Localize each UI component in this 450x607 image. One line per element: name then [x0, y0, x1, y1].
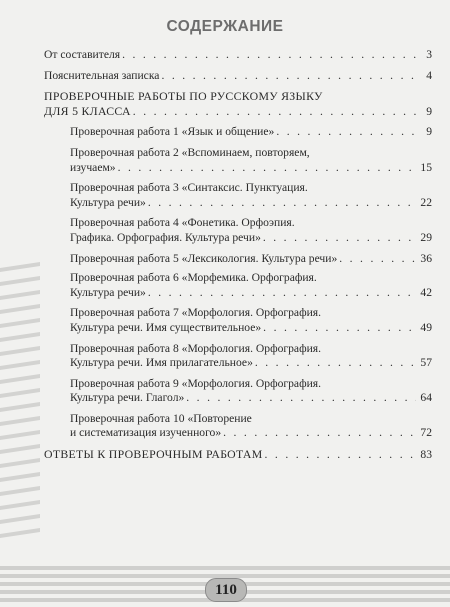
toc-entry-text: Культура речи. Глагол»: [70, 391, 185, 405]
dot-leader: [339, 252, 416, 267]
toc-page-number: 57: [420, 356, 432, 370]
toc-entry-text: Проверочная работа 10 «Повторение: [70, 411, 252, 425]
toc-page-number: 29: [420, 230, 432, 244]
toc-page-number: 36: [420, 251, 432, 265]
toc-entry-text: Проверочная работа 8 «Морфология. Орфография.: [70, 341, 322, 355]
toc-entry: [44, 181, 432, 210]
toc-page-number: 83: [420, 448, 432, 462]
toc-entry: [44, 271, 432, 300]
toc-entry: [44, 216, 432, 245]
dot-leader: [161, 69, 416, 84]
toc-entry: [44, 69, 432, 84]
toc-entry: [44, 89, 432, 119]
toc-entry-text: Графика. Орфография. Культура речи»: [70, 230, 261, 244]
table-of-contents: [44, 48, 432, 463]
toc-entry: [44, 146, 432, 175]
toc-page-number: 72: [420, 426, 432, 440]
toc-entry: [44, 252, 432, 267]
toc-entry-text: Культура речи. Имя прилагательное»: [70, 356, 253, 370]
toc-entry-text: Проверочная работа 9 «Морфология. Орфография.: [70, 376, 322, 390]
dot-leader: [263, 231, 416, 246]
toc-page-number: 4: [426, 68, 432, 82]
toc-entry-text: Культура речи»: [70, 195, 146, 209]
toc-entry-text: Проверочная работа 2 «Вспоминаем, повторяем,: [70, 145, 310, 159]
toc-entry-text: Проверочная работа 4 «Фонетика. Орфоэпия.: [70, 216, 295, 230]
toc-entry-text: и систематизация изученного»: [70, 426, 222, 440]
toc-entry-text: Культура речи»: [70, 285, 146, 299]
toc-entry: [44, 306, 432, 335]
toc-page-number: 3: [426, 48, 432, 61]
toc-entry-text: Проверочная работа 1 «Язык и общение»: [70, 125, 275, 139]
dot-leader: [223, 426, 416, 441]
page-title: СОДЕРЖАНИЕ: [166, 18, 284, 35]
toc-entry-text: Проверочная работа 6 «Морфемика. Орфография.: [70, 271, 317, 285]
toc-entry: [44, 342, 432, 371]
toc-page-number: 9: [426, 125, 432, 139]
toc-entry-text: изучаем»: [70, 160, 116, 174]
toc-entry-text: Культура речи. Имя существительное»: [70, 320, 262, 334]
toc-entry: [44, 125, 432, 140]
toc-page-number: 22: [420, 195, 432, 209]
toc-entry: [44, 377, 432, 406]
toc-entry: [44, 48, 432, 63]
toc-page-number: 49: [420, 320, 432, 334]
dot-leader: [133, 105, 416, 120]
toc-entry: [44, 447, 432, 463]
dot-leader: [118, 161, 416, 176]
toc-entry-text: Пояснительная записка: [44, 68, 160, 82]
dot-leader: [148, 286, 416, 301]
toc-page-number: 15: [420, 160, 432, 174]
toc-entry-text: ОТВЕТЫ К ПРОВЕРОЧНЫМ РАБОТАМ: [44, 447, 263, 462]
toc-entry-text: От составителя: [44, 48, 121, 61]
toc-entry-text: Проверочная работа 3 «Синтаксис. Пунктуация.: [70, 181, 308, 195]
toc-page-number: 42: [420, 285, 432, 299]
dot-leader: [265, 448, 416, 463]
dot-leader: [186, 391, 416, 406]
page-number-badge: 110: [205, 578, 247, 602]
dot-leader: [148, 196, 416, 211]
toc-entry-text: ПРОВЕРОЧНЫЕ РАБОТЫ ПО РУССКОМУ ЯЗЫКУ: [44, 89, 323, 104]
toc-page-number: 64: [420, 391, 432, 405]
toc-entry-text: Проверочная работа 5 «Лексикология. Культура речи»: [70, 251, 338, 265]
toc-entry-text: Проверочная работа 7 «Морфология. Орфография.: [70, 306, 322, 320]
dot-leader: [276, 125, 416, 140]
dot-leader: [263, 321, 416, 336]
dot-leader: [255, 356, 416, 371]
toc-entry-text: ДЛЯ 5 КЛАССА: [44, 103, 131, 118]
dot-leader: [122, 48, 416, 63]
toc-page-number: 9: [426, 104, 432, 118]
toc-entry: [44, 412, 432, 441]
